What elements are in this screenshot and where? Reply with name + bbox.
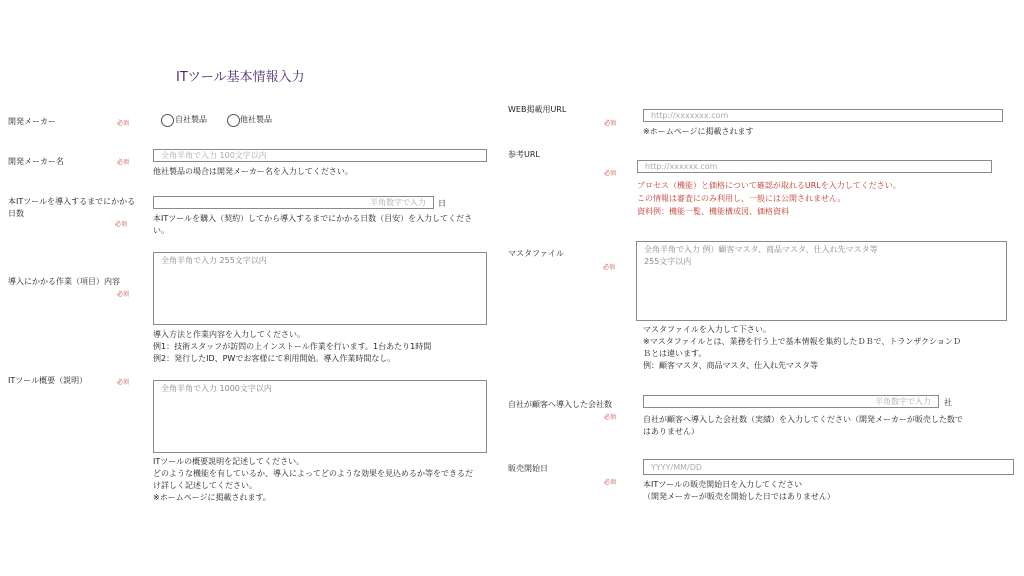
overview-label: ITツール概要（説明）	[8, 376, 88, 385]
overview-help-line-2: どのような機能を有しているか、導入によってどのような効果を見込めるか等をできるだ	[153, 469, 473, 478]
companies-help-line-1: 自社が顧客へ導入した会社数（実績）を入力してください（開発メーカーが販売した数で	[643, 415, 963, 424]
web-url-label: WEB掲載用URL	[508, 105, 567, 114]
radio-other-product-label[interactable]: 他社製品	[240, 115, 272, 124]
ref-url-label: 参考URL	[508, 150, 540, 159]
master-required-badge: 必須	[603, 264, 616, 271]
overview-help-line-4: ※ホームページに掲載されます。	[153, 493, 271, 502]
overview-help	[153, 456, 473, 504]
overview-help-line-1: ITツールの概要説明を記述してください。	[153, 457, 305, 466]
maker-name-required-badge: 必須	[117, 159, 130, 166]
ref-url-input[interactable]: http://xxxxxx.com	[637, 160, 992, 173]
work-help	[153, 329, 431, 365]
maker-name-help: 他社製品の場合は開発メーカー名を入力してください。	[153, 167, 353, 176]
work-help-line-3: 例2：発行したID、PWでお客様にて利用開始。導入作業時間なし。	[153, 354, 396, 363]
days-label-line-2: 日数	[8, 209, 24, 218]
radio-own-product[interactable]	[161, 114, 174, 127]
maker-label: 開発メーカー	[8, 117, 56, 126]
overview-required-badge: 必須	[117, 379, 130, 386]
web-url-required-badge: 必須	[604, 120, 617, 127]
days-suffix: 日	[438, 199, 446, 208]
work-textarea[interactable]: 全角半角で入力 255文字以内	[153, 252, 487, 325]
master-help-line-3: Ｂとは違います。	[643, 349, 707, 358]
radio-other-product[interactable]	[227, 114, 240, 127]
master-textarea[interactable]	[636, 241, 1007, 321]
companies-help-line-2: はありません）	[643, 427, 699, 436]
master-placeholder-line-1: 全角半角で入力 例）顧客マスタ、商品マスタ、仕入れ先マスタ等	[644, 245, 878, 254]
maker-name-label: 開発メーカー名	[8, 157, 64, 166]
release-date-input[interactable]: YYYY/MM/DD	[643, 459, 1014, 475]
release-label: 販売開始日	[508, 464, 548, 473]
ref-url-help-line-1: プロセス（機能）と価格について確認が取れるURLを入力してください。	[637, 181, 901, 190]
ref-url-required-badge: 必須	[604, 170, 617, 177]
ref-url-help-line-3: 資料例：機能一覧、機能構成図、価格資料	[637, 207, 789, 216]
master-label: マスタファイル	[508, 249, 564, 258]
ref-url-help	[637, 179, 901, 218]
release-help	[643, 479, 835, 503]
ref-url-help-line-2: この情報は審査にのみ利用し、一般には公開されません。	[637, 194, 846, 203]
radio-own-product-label[interactable]: 自社製品	[175, 115, 207, 124]
companies-suffix: 社	[944, 398, 952, 407]
work-label: 導入にかかる作業（項目）内容	[8, 277, 120, 286]
release-help-line-2: （開発メーカーが販売を開始した日ではありません）	[643, 492, 835, 501]
days-label	[8, 196, 135, 220]
days-help-line-1: 本ITツールを購入（契約）してから導入するまでにかかる日数（目安）を入力してくださ	[153, 214, 473, 223]
days-required-badge: 必須	[115, 221, 128, 228]
page-title: ITツール基本情報入力	[176, 70, 305, 85]
days-input[interactable]: 半角数字で入力	[153, 196, 434, 209]
release-required-badge: 必須	[604, 479, 617, 486]
companies-help	[643, 414, 963, 438]
overview-textarea[interactable]: 全角半角で入力 1000文字以内	[153, 380, 487, 453]
master-placeholder-line-2: 255文字以内	[644, 257, 692, 266]
work-help-line-2: 例1：技術スタッフが訪問の上インストール作業を行います。1台あたり1時間	[153, 342, 432, 351]
companies-required-badge: 必須	[604, 414, 617, 421]
companies-label: 自社が顧客へ導入した会社数	[508, 400, 612, 409]
master-help	[643, 324, 961, 372]
companies-input[interactable]: 半角数字で入力	[643, 395, 939, 408]
maker-required-badge: 必須	[117, 120, 130, 127]
web-url-help: ※ホームページに掲載されます	[643, 127, 754, 136]
master-help-line-2: ※マスタファイルとは、業務を行う上で基本情報を集約したＤＢで、トランザクションＤ	[643, 337, 961, 346]
work-required-badge: 必須	[117, 291, 130, 298]
days-label-line-1: 本ITツールを導入するまでにかかる	[8, 197, 136, 206]
master-help-line-1: マスタファイルを入力して下さい。	[643, 325, 771, 334]
master-help-line-4: 例：顧客マスタ、商品マスタ、仕入れ先マスタ等	[643, 361, 819, 370]
days-help	[153, 213, 472, 237]
maker-name-input[interactable]: 全角半角で入力 100文字以内	[153, 149, 487, 162]
days-help-line-2: い。	[153, 226, 169, 235]
release-help-line-1: 本ITツールの販売開始日を入力してください	[643, 480, 803, 489]
overview-help-line-3: け詳しく記述してください。	[153, 481, 257, 490]
work-help-line-1: 導入方法と作業内容を入力してください。	[153, 330, 305, 339]
web-url-input[interactable]: http://xxxxxxx.com	[643, 109, 1003, 122]
